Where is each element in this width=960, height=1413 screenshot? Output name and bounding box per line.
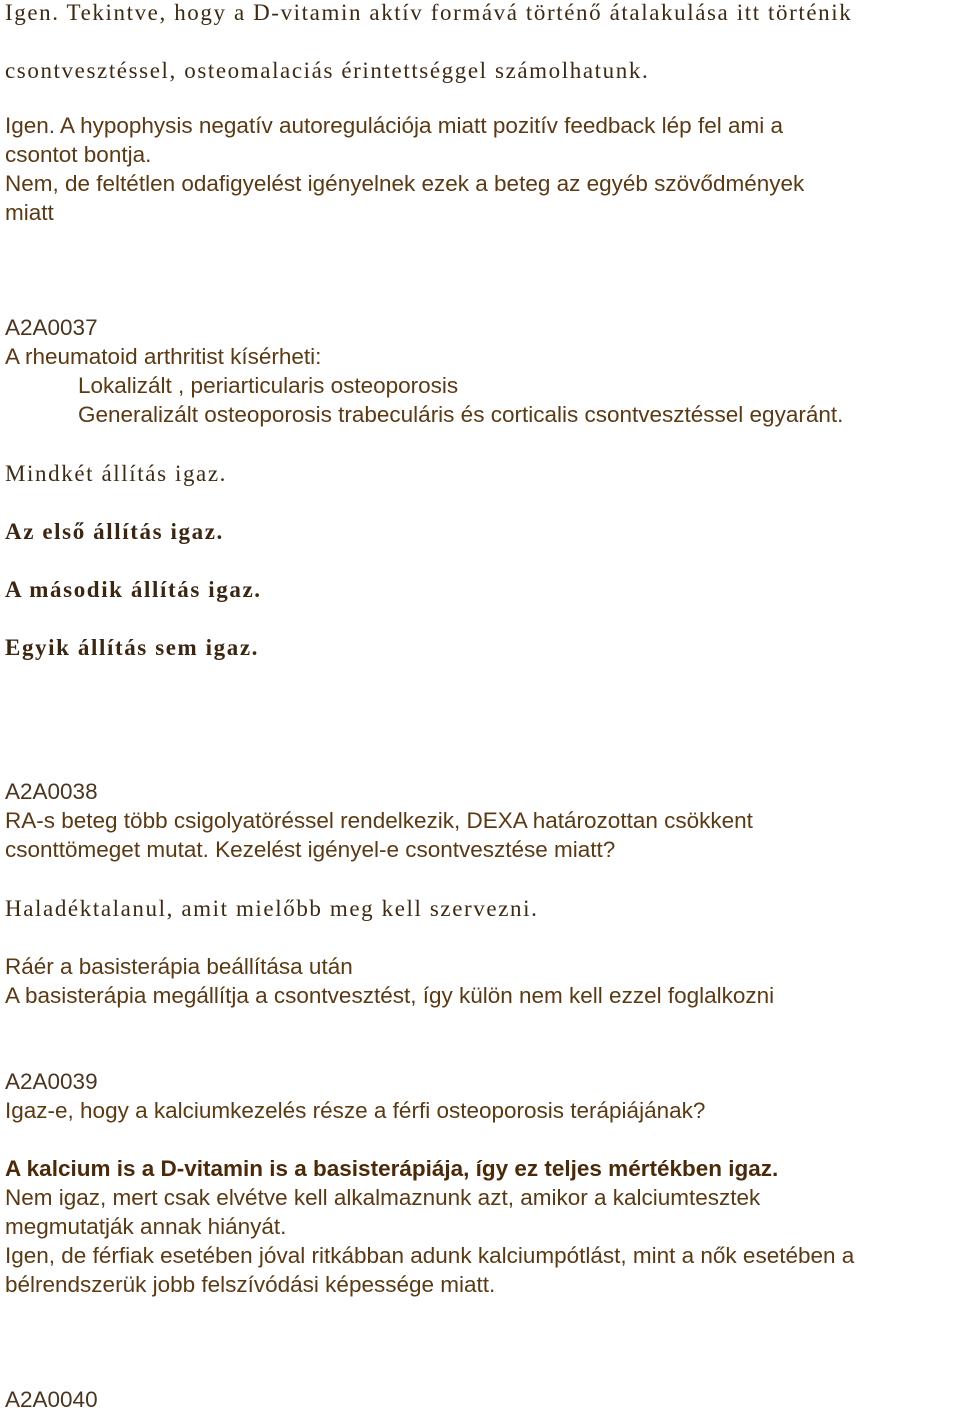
answer-option: A basisterápia megállítja a csontvesztést, így külön nem kell ezzel foglalkozni <box>5 983 775 1008</box>
answer-option: bélrendszerük jobb felszívódási képessége miatt. <box>5 1272 496 1297</box>
answer-text: Igen. Tekintve, hogy a D-vitamin aktív formává történő átalakulása itt történik <box>5 0 853 25</box>
question-text: A rheumatoid arthritist kísérheti: <box>5 344 322 369</box>
answer-option: Nem igaz, mert csak elvétve kell alkalmaznunk azt, amikor a kalciumtesztek <box>5 1185 761 1210</box>
answer-option: Egyik állítás sem igaz. <box>5 635 260 660</box>
question-id: A2A0037 <box>5 315 98 340</box>
answer-text: Igen. A hypophysis negatív autoregulációja miatt pozitív feedback lép fel ami a <box>5 113 783 138</box>
question-id: A2A0038 <box>5 779 98 804</box>
answer-option: Igen, de férfiak esetében jóval ritkábban adunk kalciumpótlást, mint a nők esetében a <box>5 1243 855 1268</box>
question-text: csonttömeget mutat. Kezelést igényel-e csontvesztése miatt? <box>5 837 616 862</box>
answer-option: A második állítás igaz. <box>5 577 262 602</box>
answer-option: megmutatják annak hiányát. <box>5 1214 287 1239</box>
answer-option: A kalcium is a D-vitamin is a basisterápiája, így ez teljes mértékben igaz. <box>5 1156 779 1181</box>
answer-option: Az első állítás igaz. <box>5 519 224 544</box>
question-text: RA-s beteg több csigolyatöréssel rendelkezik, DEXA határozottan csökkent <box>5 808 753 833</box>
answer-option: Haladéktalanul, amit mielőbb meg kell szervezni. <box>5 896 539 921</box>
statement-2: Generalizált osteoporosis trabeculáris és corticalis csontvesztéssel egyaránt. <box>78 402 844 427</box>
answer-option: Mindkét állítás igaz. <box>5 461 228 486</box>
answer-text: Nem, de feltétlen odafigyelést igényelnek ezek a beteg az egyéb szövődmények <box>5 171 805 196</box>
question-text: Igaz-e, hogy a kalciumkezelés része a férfi osteoporosis terápiájának? <box>5 1098 706 1123</box>
answer-text: csontvesztéssel, osteomalaciás érintettséggel számolhatunk. <box>5 58 650 83</box>
question-id: A2A0040 <box>5 1387 98 1412</box>
question-id: A2A0039 <box>5 1069 98 1094</box>
answer-text: miatt <box>5 200 54 225</box>
answer-option: Ráér a basisterápia beállítása után <box>5 954 353 979</box>
answer-text: csontot bontja. <box>5 142 152 167</box>
statement-1: Lokalizált , periarticularis osteoporosis <box>78 373 459 398</box>
